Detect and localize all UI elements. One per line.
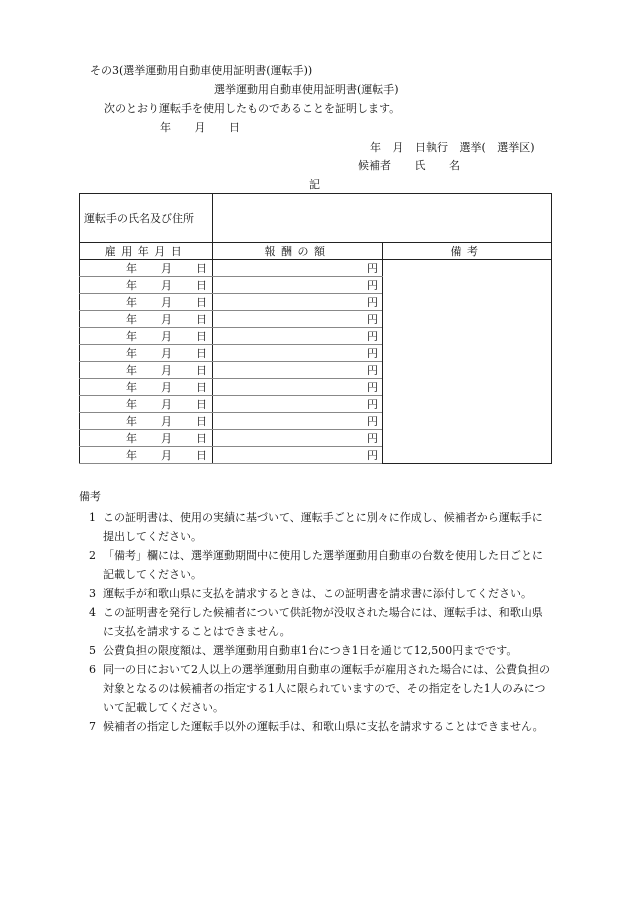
employment-date-cell[interactable] [80, 277, 213, 294]
note-item [79, 717, 551, 736]
col-header-employment-date: 雇用年月日 [80, 243, 213, 260]
year-label: 年 [126, 398, 137, 411]
month-label: 月 [161, 398, 172, 411]
remuneration-cell[interactable]: 円 [213, 413, 383, 430]
employment-date-cell[interactable] [80, 328, 213, 345]
table-row [80, 260, 552, 277]
note-text: この証明書を発行した候補者について供託物が没収された場合には、運転手は、和歌山県に支払を請求することはできません。 [103, 606, 543, 638]
employment-date-cell[interactable] [80, 379, 213, 396]
employment-date-cell[interactable] [80, 447, 213, 464]
candidate-line: 候補者 氏 名 [358, 159, 460, 172]
note-number: 1 [89, 511, 96, 524]
month-label: 月 [161, 262, 172, 275]
employment-date-cell[interactable] [80, 345, 213, 362]
table-header-row [80, 243, 552, 260]
name-address-label: 運転手の氏名及び住所 [80, 194, 213, 243]
note-number: 3 [89, 587, 96, 600]
year-label: 年 [126, 313, 137, 326]
remuneration-cell[interactable]: 円 [213, 311, 383, 328]
employment-date-cell[interactable] [80, 294, 213, 311]
notes-list [79, 508, 551, 736]
note-item [79, 603, 551, 641]
table-body [80, 260, 552, 464]
remuneration-cell[interactable]: 円 [213, 294, 383, 311]
note-number: 7 [89, 720, 96, 733]
month-label: 月 [161, 347, 172, 360]
ki-mark: 記 [309, 178, 320, 191]
year-label: 年 [126, 296, 137, 309]
month-label: 月 [161, 330, 172, 343]
month-label: 月 [161, 313, 172, 326]
remarks-cell[interactable] [383, 260, 552, 464]
day-label: 日 [196, 330, 207, 343]
year-label: 年 [126, 330, 137, 343]
note-item [79, 546, 551, 584]
note-item [79, 660, 551, 717]
remuneration-cell[interactable]: 円 [213, 447, 383, 464]
note-text: 候補者の指定した運転手以外の運転手は、和歌山県に支払を請求することはできません。 [103, 720, 544, 733]
year-label: 年 [126, 279, 137, 292]
note-text: 同一の日において2人以上の選挙運動用自動車の運転手が雇用された場合には、公費負担の対象となるのは候補者の指定する1人に限られていますので、その指定をした1人のみについて記載してください。 [103, 663, 550, 714]
issue-date-line: 年 月 日 [160, 121, 240, 134]
driver-table [79, 193, 552, 464]
remuneration-cell[interactable]: 円 [213, 396, 383, 413]
name-address-row [80, 194, 552, 243]
col-header-remuneration: 報酬の額 [213, 243, 383, 260]
day-label: 日 [196, 381, 207, 394]
note-number: 5 [89, 644, 96, 657]
note-item [79, 508, 551, 546]
note-number: 2 [89, 549, 96, 562]
employment-date-cell[interactable] [80, 430, 213, 447]
note-text: 公費負担の限度額は、選挙運動用自動車1台につき1日を通じて12,500円までです。 [103, 644, 518, 657]
remuneration-cell[interactable]: 円 [213, 328, 383, 345]
day-label: 日 [196, 449, 207, 462]
day-label: 日 [196, 432, 207, 445]
remuneration-cell[interactable]: 円 [213, 362, 383, 379]
certification-statement: 次のとおり運転手を使用したものであることを証明します。 [104, 102, 401, 115]
form-title: 選挙運動用自動車使用証明書(運転手) [214, 83, 399, 96]
note-item [79, 641, 551, 660]
employment-date-cell[interactable] [80, 260, 213, 277]
year-label: 年 [126, 381, 137, 394]
year-label: 年 [126, 432, 137, 445]
remuneration-cell[interactable]: 円 [213, 277, 383, 294]
day-label: 日 [196, 262, 207, 275]
note-number: 6 [89, 663, 96, 676]
day-label: 日 [196, 313, 207, 326]
day-label: 日 [196, 398, 207, 411]
employment-date-cell[interactable] [80, 413, 213, 430]
note-text: 運転手が和歌山県に支払を請求するときは、この証明書を請求書に添付してください。 [103, 587, 532, 600]
month-label: 月 [161, 381, 172, 394]
year-label: 年 [126, 364, 137, 377]
year-label: 年 [126, 347, 137, 360]
month-label: 月 [161, 296, 172, 309]
year-label: 年 [126, 449, 137, 462]
month-label: 月 [161, 432, 172, 445]
note-text: 「備考」欄には、選挙運動期間中に使用した選挙運動用自動車の台数を使用した日ごとに記載してください。 [103, 549, 543, 581]
remuneration-cell[interactable]: 円 [213, 430, 383, 447]
year-label: 年 [126, 415, 137, 428]
note-number: 4 [89, 606, 96, 619]
employment-date-cell[interactable] [80, 396, 213, 413]
month-label: 月 [161, 279, 172, 292]
remuneration-cell[interactable]: 円 [213, 345, 383, 362]
note-item [79, 584, 551, 603]
employment-date-cell[interactable] [80, 362, 213, 379]
election-line: 年 月 日執行 選挙( 選挙区) [370, 141, 535, 154]
col-header-remarks: 備考 [383, 243, 552, 260]
section-label: その3(選挙運動用自動車使用証明書(運転手)) [90, 64, 313, 77]
month-label: 月 [161, 415, 172, 428]
year-label: 年 [126, 262, 137, 275]
day-label: 日 [196, 364, 207, 377]
day-label: 日 [196, 296, 207, 309]
remuneration-cell[interactable]: 円 [213, 379, 383, 396]
name-address-field[interactable] [213, 194, 552, 243]
day-label: 日 [196, 279, 207, 292]
day-label: 日 [196, 347, 207, 360]
remuneration-cell[interactable]: 円 [213, 260, 383, 277]
day-label: 日 [196, 415, 207, 428]
notes-heading: 備考 [79, 490, 101, 503]
employment-date-cell[interactable] [80, 311, 213, 328]
month-label: 月 [161, 449, 172, 462]
notes-section [79, 487, 551, 736]
note-text: この証明書は、使用の実績に基づいて、運転手ごとに別々に作成し、候補者から運転手に提出してください。 [103, 511, 543, 543]
month-label: 月 [161, 364, 172, 377]
